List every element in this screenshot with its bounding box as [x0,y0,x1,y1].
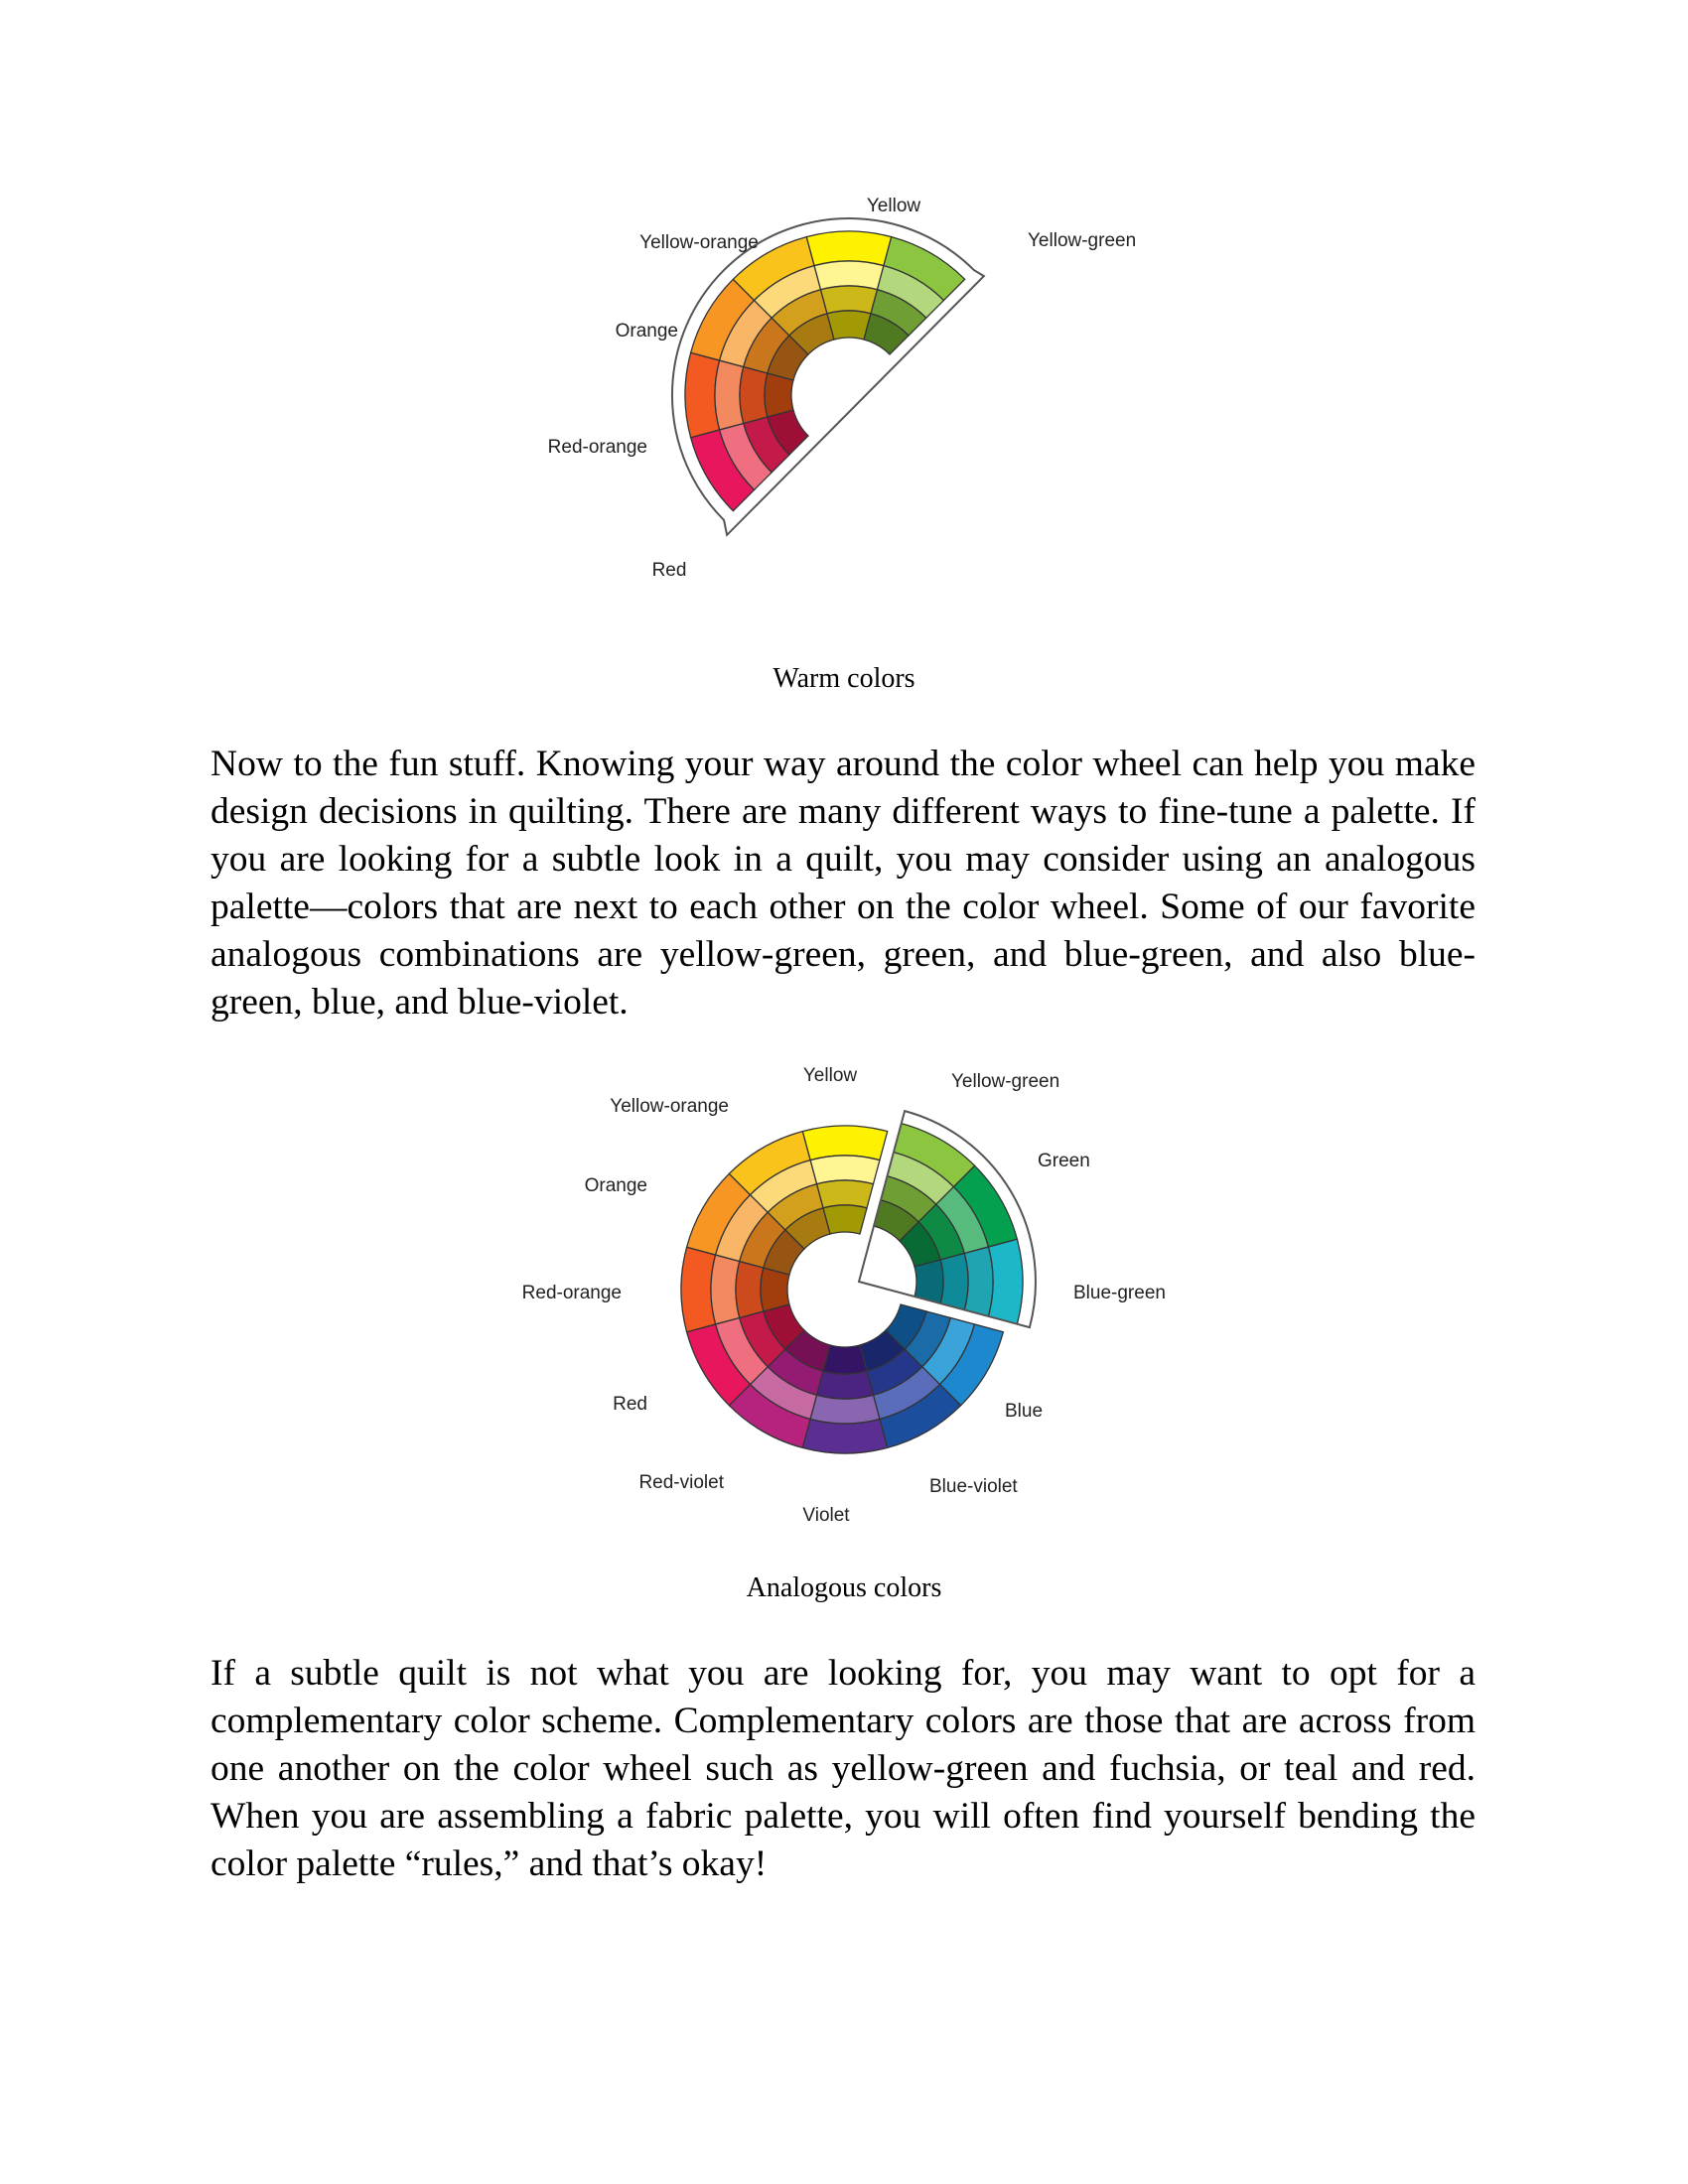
figure-caption-analogous: Analogous colors [746,1572,942,1603]
hue-label: Blue-violet [929,1476,1018,1497]
paragraph-analogous: Now to the fun stuff. Knowing your way around the color wheel can help you make design decisions in quilting. There are many different ways to fine-tune a palette. If you are looking for a subtle look in a quilt, you may consider using an analogous palette—colors that are next to each other on the color wheel. Some of our favorite analogous combinations are yellow-green, green, and blue-green, and also blue-green, blue, and blue-violet. [211,744,1476,1023]
hue-label: Yellow-green [1028,230,1137,251]
hue-label: Red-orange [547,437,647,458]
hue-label: Orange [615,321,678,341]
hue-label: Green [1038,1151,1090,1171]
hue-label: Yellow-orange [639,232,759,253]
wheel-segment [817,1371,874,1399]
hue-label: Violet [802,1505,850,1526]
hue-label: Red-orange [521,1283,622,1303]
wheel-segment [940,1254,968,1310]
hue-label: Yellow-green [951,1071,1060,1092]
hue-label: Orange [584,1175,647,1196]
hue-label: Yellow-orange [610,1096,729,1117]
hue-label: Blue [1005,1401,1044,1422]
wheel-segment [761,1268,789,1311]
hue-label: Red [651,560,687,581]
wheel-segment [736,1262,764,1318]
paragraph-complementary: If a subtle quilt is not what you are looking for, you may want to opt for a complementary color scheme. Complementary colors are those that are across from one another on the color wheel such as yellow-green and fuchsia, or teal and red. When you are assembling a fabric palette, you will often find yourself bending the color palette “rules,” and that’s okay! [211,1653,1476,1884]
wheel-segment [823,1205,867,1234]
hue-label: Yellow [802,1065,858,1086]
hue-label: Red [613,1394,647,1415]
wheel-segment [823,1345,867,1374]
figure-caption-warm: Warm colors [773,663,915,694]
hue-label: Yellow [866,196,921,216]
wheel-segment [817,1180,874,1208]
hue-label: Blue-green [1073,1283,1166,1303]
hue-label: Red-violet [638,1472,724,1493]
